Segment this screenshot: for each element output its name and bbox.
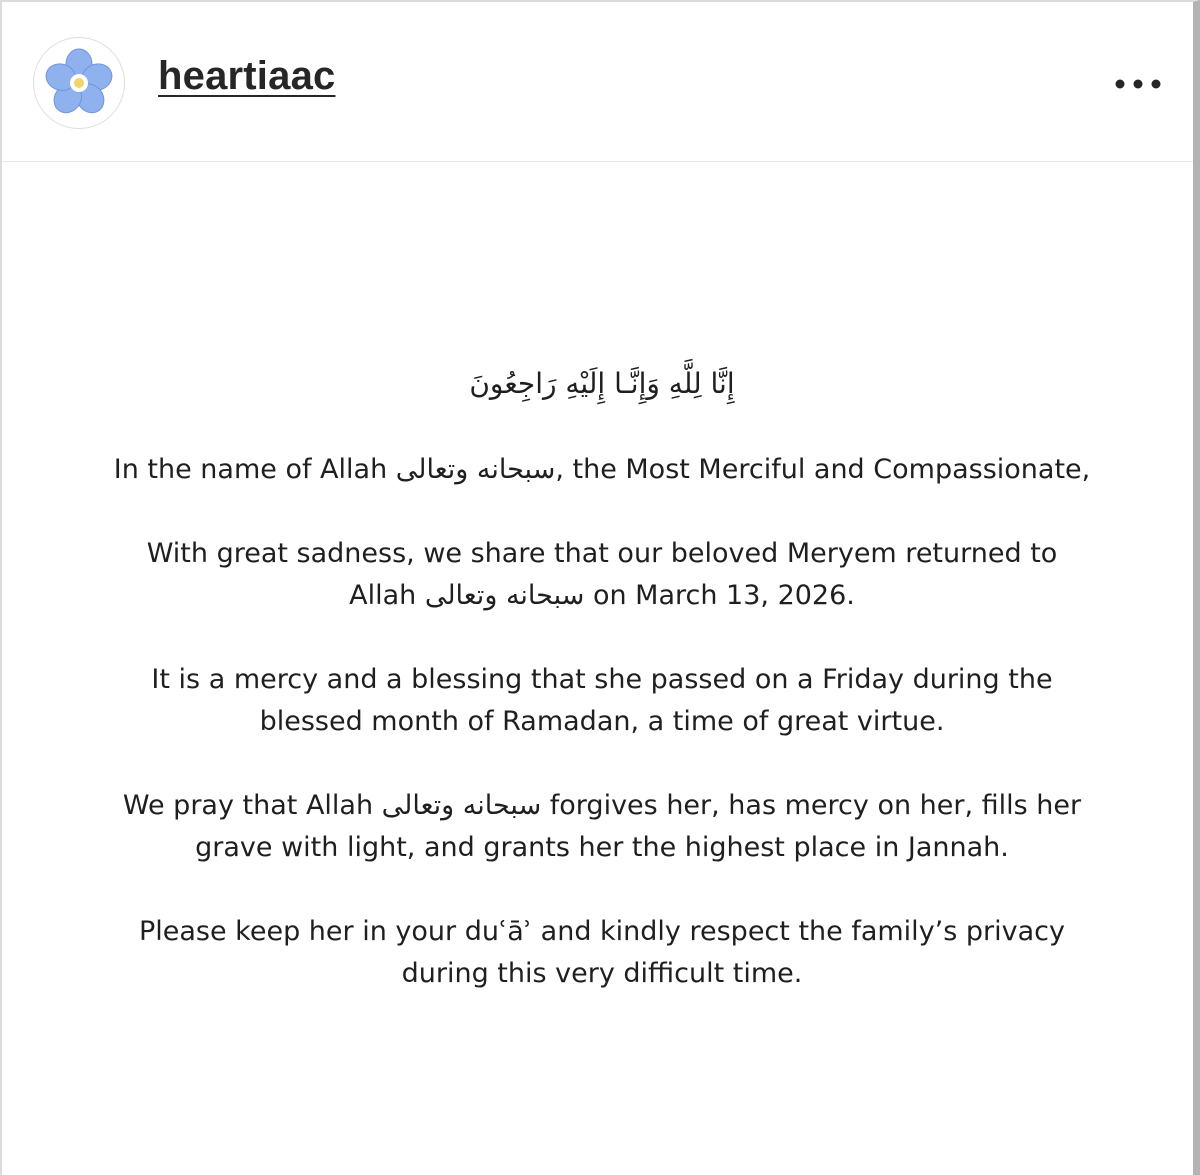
forget-me-not-flower-icon xyxy=(34,38,124,128)
message-paragraph-5: Please keep her in your duʿāʾ and kindly respect the family’s privacy during this very difficult time. xyxy=(138,916,1065,989)
message-paragraph-3: It is a mercy and a blessing that she passed on a Friday during the blessed month of Ramadan, a time of great virtue. xyxy=(151,664,1053,737)
message-paragraph-2: With great sadness, we share that our beloved Meryem returned to Allah سبحانه وتعالى on March 13, 2026. xyxy=(146,538,1058,611)
arabic-verse: إِنَّا لِلَّهِ وَإِنَّـا إِلَيْهِ رَاجِعُونَ xyxy=(469,367,735,400)
message-paragraph-1: In the name of Allah سبحانه وتعالى, the Most Merciful and Compassionate, xyxy=(113,454,1091,485)
post-header xyxy=(2,2,1193,162)
avatar[interactable] xyxy=(33,37,125,129)
post-message xyxy=(62,357,1142,1037)
username-link[interactable]: heartiaac xyxy=(158,54,336,98)
more-options-icon xyxy=(1110,66,1166,102)
more-options-button[interactable] xyxy=(1110,66,1166,102)
message-paragraph-4: We pray that Allah سبحانه وتعالى forgives her, has mercy on her, fills her grave with light, and grants her the highest place in Jannah. xyxy=(122,790,1082,863)
